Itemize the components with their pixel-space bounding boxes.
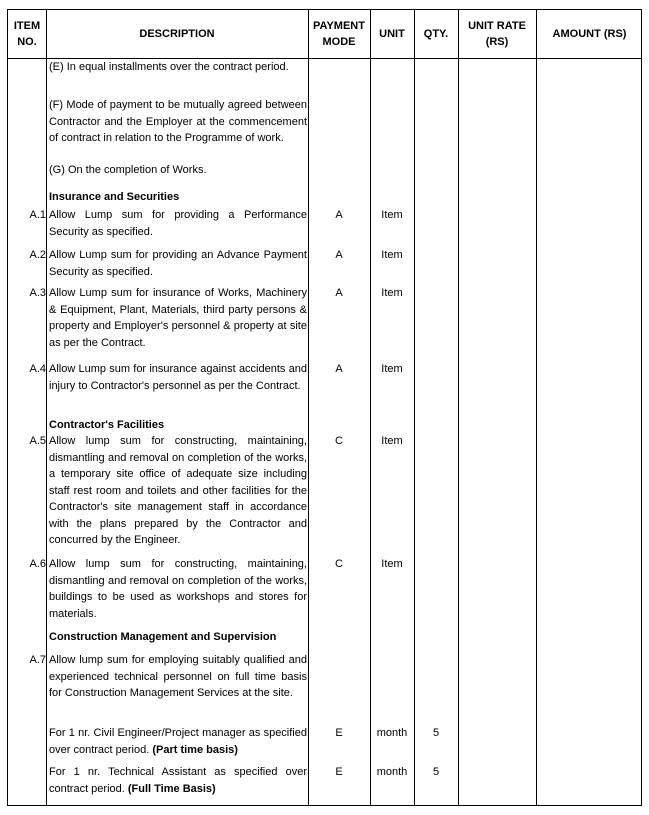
column-divider (536, 10, 537, 805)
header-item-no: ITEM NO. (13, 20, 41, 48)
header-description: DESCRIPTION (139, 28, 215, 40)
item-description: For 1 nr. Technical Assistant as specified over contract period. (Full Time Basis) (49, 766, 307, 795)
column-divider (458, 10, 459, 805)
boq-table: ITEM NO. DESCRIPTION PAYMENT MODE UNIT QTY. UNIT RATE (RS) AMOUNT (RS) (E) In equal installments over the contract period. (F) Mode of payment to be mutually agreed between Contractor and the Employer at the commencement of contract in relation to the Programme of work. (G) On the completion of Works. Insurance and Securities A.1 Allow Lump sum for providing a Performance Security as specified. A Item A.2 Allow Lump sum for providing an Advance Payment Security as specified. A Item A.3 Allow Lump sum for insurance of Works, Machinery & Equipment, Plant, Materials, third party persons & property and Employer's personnel & property at site as per the Contract. A Item A.4 Allow Lump sum for insurance against accidents and injury to Contractor's personnel as per the Contract. A Item Contractor's Facilities A.5 Allow lump sum for constructing, maintaining, dismantling and removal on completion of the works, a temporary site office of adequate size including staff rest room and toilets and other facilities for the Contractor's site management staff in accordance with the plans prepared by the Contractor and concurred by the Engineer. C Item A.6 Allow lump sum for constructing, maintaining, dismantling and removal on completion of the works, buildings to be used as workshops and stores for materials. C Item Construction Management and Supervision A.7 Allow lump sum for employing suitably qualified and experienced technical personnel on full time basis for Construction Management Services at the site. For 1 nr. Civil Engineer/Project manager as specified over contract period. (Part time basis) E month 5 For 1 nr. Technical Assistant as specified over contract period. (Full Time Basis) E month 5 (7, 9, 642, 806)
header-amount: AMOUNT (RS) (552, 28, 627, 40)
column-divider (414, 10, 415, 805)
column-divider (370, 10, 371, 805)
header-unit-rate: UNIT RATE (RS) (468, 20, 526, 48)
column-divider (308, 10, 309, 805)
header-payment-mode: PAYMENT MODE (313, 20, 365, 48)
column-divider (46, 10, 47, 805)
header-unit: UNIT (379, 28, 405, 40)
item-description: For 1 nr. Civil Engineer/Project manager as specified over contract period. (Part time basis) (49, 727, 307, 756)
header-qty: QTY. (423, 28, 449, 40)
